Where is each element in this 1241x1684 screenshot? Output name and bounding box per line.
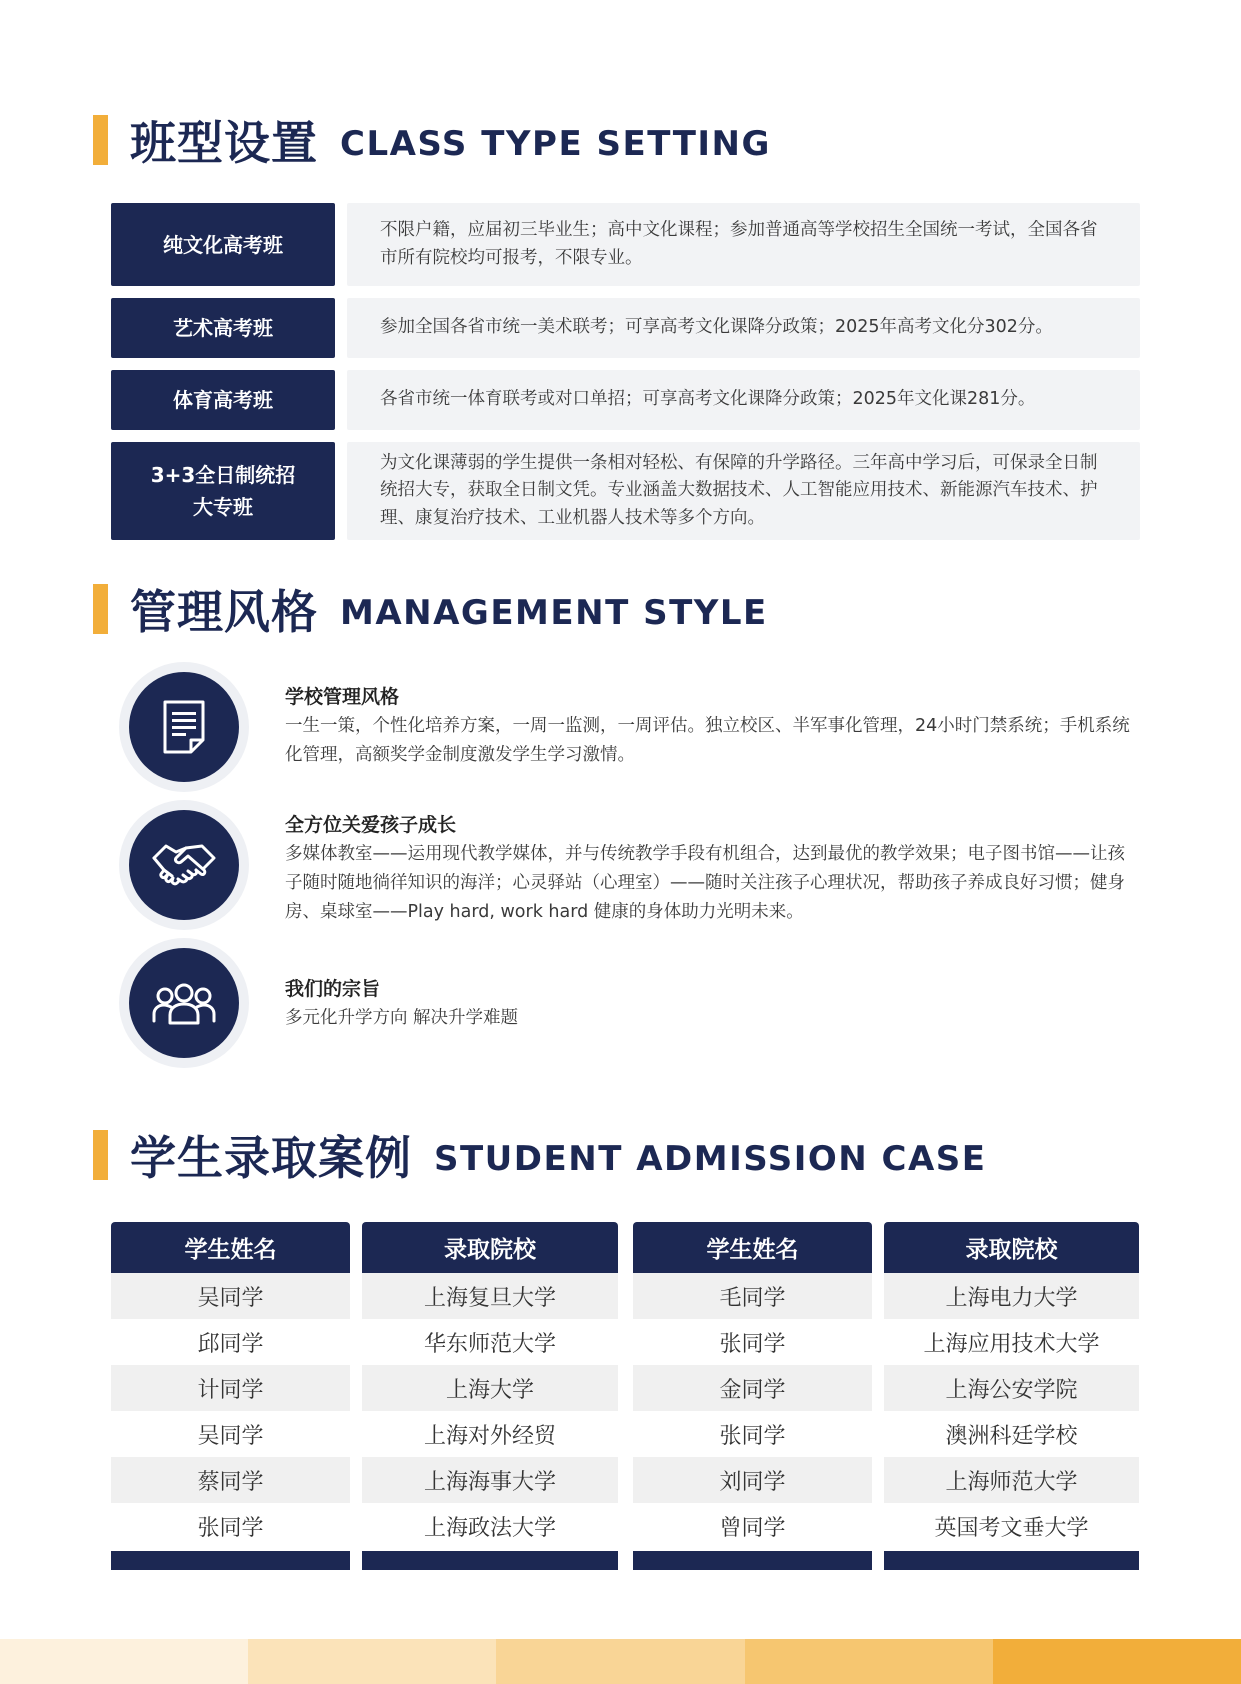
class-type-label: 纯文化高考班 (111, 203, 335, 286)
table-cell: 计同学 (111, 1365, 350, 1411)
band-segment (993, 1639, 1241, 1684)
table-cell: 刘同学 (633, 1457, 872, 1503)
table-cell: 上海公安学院 (884, 1365, 1139, 1411)
class-type-row (111, 370, 1140, 430)
class-type-label (111, 442, 335, 540)
management-title: 学校管理风格 (285, 686, 400, 708)
band-segment (745, 1639, 993, 1684)
management-body: 多元化升学方向 解决升学难题 (285, 1008, 519, 1028)
icon-badge (119, 800, 249, 930)
accent-bar (93, 584, 108, 634)
table-cell: 上海师范大学 (884, 1457, 1139, 1503)
icon-badge (119, 938, 249, 1068)
document-icon (161, 700, 207, 754)
class-type-row (111, 442, 1140, 540)
management-title: 我们的宗旨 (285, 978, 381, 1000)
table-cell: 吴同学 (197, 1423, 264, 1449)
handshake-icon (152, 840, 216, 890)
band-segment (496, 1639, 744, 1684)
decorative-color-band (0, 1639, 1241, 1684)
table-cell: 上海政法大学 (423, 1515, 556, 1541)
table-footer-bar (884, 1551, 1139, 1570)
table-cell: 张同学 (719, 1331, 786, 1357)
class-type-label: 体育高考班 (111, 370, 335, 430)
accent-bar (93, 115, 108, 165)
table-cell: 英国考文垂大学 (934, 1515, 1089, 1541)
section-title-en: CLASS TYPE SETTING (340, 124, 771, 164)
column-header: 学生姓名 (633, 1222, 872, 1273)
table-cell: 曾同学 (719, 1515, 786, 1541)
table-cell: 上海电力大学 (884, 1273, 1139, 1319)
accent-bar (93, 1130, 108, 1180)
class-type-desc: 参加全国各省市统一美术联考；可享高考文化课降分政策；2025年高考文化分302分。 (347, 298, 1140, 358)
column-header: 录取院校 (362, 1222, 618, 1273)
class-type-row (111, 298, 1140, 358)
class-type-desc: 各省市统一体育联考或对口单招；可享高考文化课降分政策；2025年文化课281分。 (347, 370, 1140, 430)
management-item (119, 938, 1129, 1068)
table-cell: 张同学 (719, 1423, 786, 1449)
admission-column (362, 1222, 618, 1570)
table-cell: 张同学 (197, 1515, 264, 1541)
band-segment (248, 1639, 496, 1684)
management-body: 多媒体教室——运用现代教学媒体，并与传统教学手段有机组合，达到最优的教学效果；电子图书馆——让孩子随时随地徜徉知识的海洋；心灵驿站（心理室）——随时关注孩子心理状况，帮助孩子养成良好习惯；健身房、桌球室——Play hard, work hard 健康的身体助力光明未来。 (285, 844, 1125, 922)
section-title-en: STUDENT ADMISSION CASE (434, 1139, 987, 1179)
admission-header (93, 1130, 987, 1185)
table-cell: 澳洲科廷学校 (945, 1423, 1078, 1449)
management-title: 全方位关爱孩子成长 (285, 814, 457, 836)
table-cell: 邱同学 (197, 1331, 264, 1357)
column-header: 录取院校 (884, 1222, 1139, 1273)
management-item (119, 800, 1129, 930)
table-footer-bar (362, 1551, 618, 1570)
table-cell: 上海应用技术大学 (923, 1331, 1100, 1357)
table-cell: 上海对外经贸 (423, 1423, 556, 1449)
table-footer-bar (633, 1551, 872, 1570)
table-cell: 上海大学 (362, 1365, 618, 1411)
class-type-row (111, 203, 1140, 286)
class-type-label: 艺术高考班 (111, 298, 335, 358)
class-type-desc: 为文化课薄弱的学生提供一条相对轻松、有保障的升学路径。三年高中学习后，可保录全日制统招大专，获取全日制文凭。专业涵盖大数据技术、人工智能应用技术、新能源汽车技术、护理、康复治疗技术、工业机器人技术等多个方向。 (347, 442, 1140, 540)
class-type-desc: 不限户籍，应届初三毕业生；高中文化课程；参加普通高等学校招生全国统一考试，全国各省市所有院校均可报考，不限专业。 (347, 203, 1140, 286)
column-header: 学生姓名 (111, 1222, 350, 1273)
section-title-zh: 学生录取案例 (130, 1131, 412, 1185)
table-footer-bar (111, 1551, 350, 1570)
icon-badge (119, 662, 249, 792)
class-type-header (93, 115, 771, 170)
class-type-label-line: 3+3全日制统招 (150, 463, 296, 487)
admission-column (884, 1222, 1139, 1570)
table-cell: 金同学 (633, 1365, 872, 1411)
section-title-en: MANAGEMENT STYLE (340, 593, 768, 633)
group-icon (152, 981, 216, 1025)
management-header (93, 584, 768, 639)
class-type-label-line: 大专班 (193, 495, 253, 519)
table-cell: 华东师范大学 (423, 1331, 556, 1357)
band-segment (0, 1639, 248, 1684)
management-body: 一生一策，个性化培养方案，一周一监测，一周评估。独立校区、半军事化管理，24小时门禁系统；手机系统化管理，高额奖学金制度激发学生学习激情。 (285, 716, 1130, 765)
table-cell: 上海复旦大学 (362, 1273, 618, 1319)
section-title-zh: 班型设置 (130, 116, 318, 170)
section-title-zh: 管理风格 (130, 585, 318, 639)
table-cell: 蔡同学 (111, 1457, 350, 1503)
admission-column (633, 1222, 872, 1570)
table-cell: 上海海事大学 (362, 1457, 618, 1503)
admission-column (111, 1222, 350, 1570)
table-cell: 吴同学 (111, 1273, 350, 1319)
table-cell: 毛同学 (633, 1273, 872, 1319)
management-item (119, 662, 1129, 792)
